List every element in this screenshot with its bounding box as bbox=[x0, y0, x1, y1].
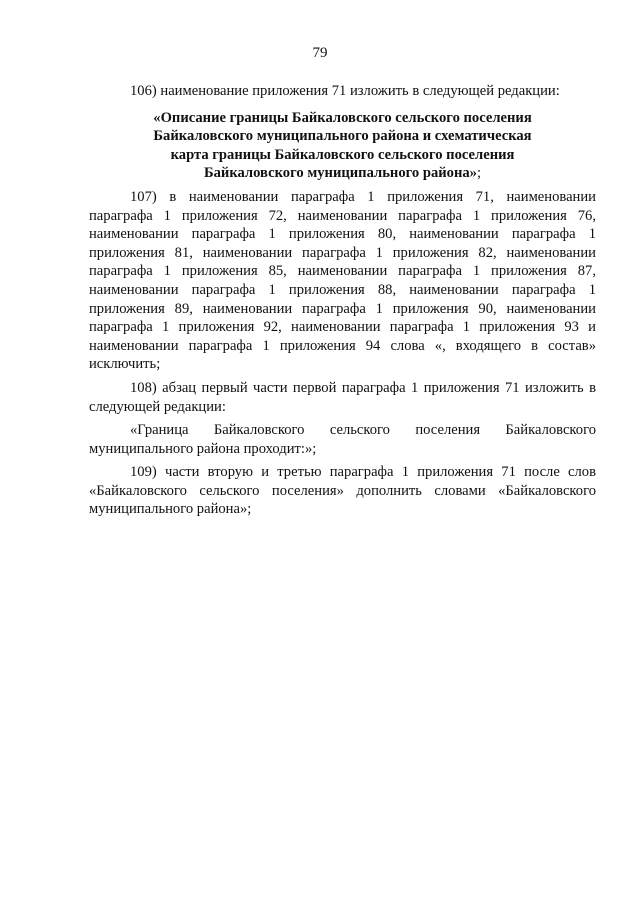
item-108-quote: «Граница Байкаловского сельского поселения Байкаловского муниципального района проходит:»; bbox=[89, 422, 596, 457]
page-number: 79 bbox=[312, 45, 328, 61]
appendix-title-line-4 bbox=[89, 164, 596, 183]
item-109: 109) части вторую и третью параграфа 1 приложения 71 после слов «Байкаловского сельского поселения» дополнить словами «Байкаловского муниципального района»; bbox=[89, 464, 596, 518]
appendix-title-line-2: Байкаловского муниципального района и схематическая bbox=[153, 128, 532, 145]
appendix-title-line-4-text: Байкаловского муниципального района» bbox=[203, 165, 477, 182]
document-body bbox=[89, 82, 596, 524]
appendix-title bbox=[89, 109, 596, 183]
appendix-title-semicolon: ; bbox=[476, 165, 482, 182]
item-106: 106) наименование приложения 71 изложить в следующей редакции: bbox=[130, 83, 560, 99]
item-107: 107) в наименовании параграфа 1 приложения 71, наименовании параграфа 1 приложения 72, наименовании параграфа 1 приложения 76, наименовании параграфа 1 приложения 80, наименовании параграфа 1 приложения 81, наименовании параграфа 1 приложения 82, наименовании параграфа 1 приложения 85, наименовании параграфа 1 приложения 87, наименовании параграфа 1 приложения 88, наименовании параграфа 1 приложения 89, наименовании параграфа 1 приложения 90, наименовании параграфа 1 приложения 92, наименовании параграфа 1 приложения 93 и наименовании параграфа 1 приложения 94 слова «, входящего в состав» исключить; bbox=[89, 188, 596, 373]
appendix-title-line-1: «Описание границы Байкаловского сельского поселения bbox=[153, 109, 532, 126]
appendix-title-line-3: карта границы Байкаловского сельского поселения bbox=[170, 146, 515, 163]
item-108: 108) абзац первый части первой параграфа 1 приложения 71 изложить в следующей редакции: bbox=[89, 379, 596, 415]
